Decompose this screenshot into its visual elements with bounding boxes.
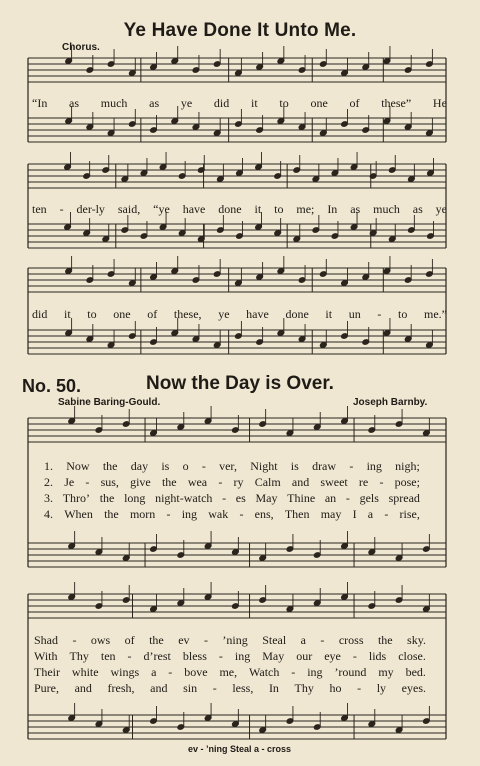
verses-block-2 bbox=[34, 632, 426, 696]
chorus-lyric-line-1: “In as much as ye did it to one of these” He bbox=[32, 96, 447, 110]
verse-3-line-1: 3. Thro’ the long night-watch - es May Thine an - gels spread bbox=[44, 491, 420, 505]
verse-2-line-1: 2. Je - sus, give the wea - ry Calm and sweet re - pose; bbox=[44, 475, 420, 489]
lyricist-credit: Sabine Baring-Gould. bbox=[58, 397, 161, 408]
hymn-title-1: Ye Have Done It Unto Me. bbox=[123, 20, 357, 41]
chorus-label: Chorus. bbox=[62, 42, 100, 53]
verse-2-line-2: With Thy ten - d’rest bless - ing May our eye - lids close. bbox=[34, 649, 426, 663]
verses-block-1 bbox=[44, 458, 420, 522]
hymn50-system-1-bass bbox=[28, 543, 446, 567]
verse-4-line-1: 4. When the morn - ing wak - ens, Then may I a - rise, bbox=[44, 507, 420, 521]
chorus-lyric-line-3: did it to one of these, ye have done it un - to me.” bbox=[32, 307, 447, 321]
chorus-system-2-treble bbox=[28, 164, 446, 188]
chorus-lyric-line-2: ten - der-ly said, “ye have done it to me; In as much as ye bbox=[32, 202, 447, 216]
composer-credit: Joseph Barnby. bbox=[353, 397, 428, 408]
footer-lyric-fragment: ev - ’ning Steal a - cross bbox=[188, 744, 292, 754]
verse-1-line-2: Shad - ows of the ev - ’ning Steal a - cross the sky. bbox=[34, 633, 426, 647]
hymn50-system-2-bass bbox=[28, 715, 446, 739]
verse-1-line-1: 1. Now the day is o - ver, Night is draw - ing nigh; bbox=[44, 459, 420, 473]
verse-4-line-2: Pure, and fresh, and sin - less, In Thy ho - ly eyes. bbox=[34, 681, 426, 695]
verse-3-line-2: Their white wings a - bove me, Watch - ing ’round my bed. bbox=[34, 665, 426, 679]
hymn-title-2: Now the Day is Over. bbox=[146, 373, 334, 394]
hymn-number: No. 50. bbox=[22, 376, 82, 396]
